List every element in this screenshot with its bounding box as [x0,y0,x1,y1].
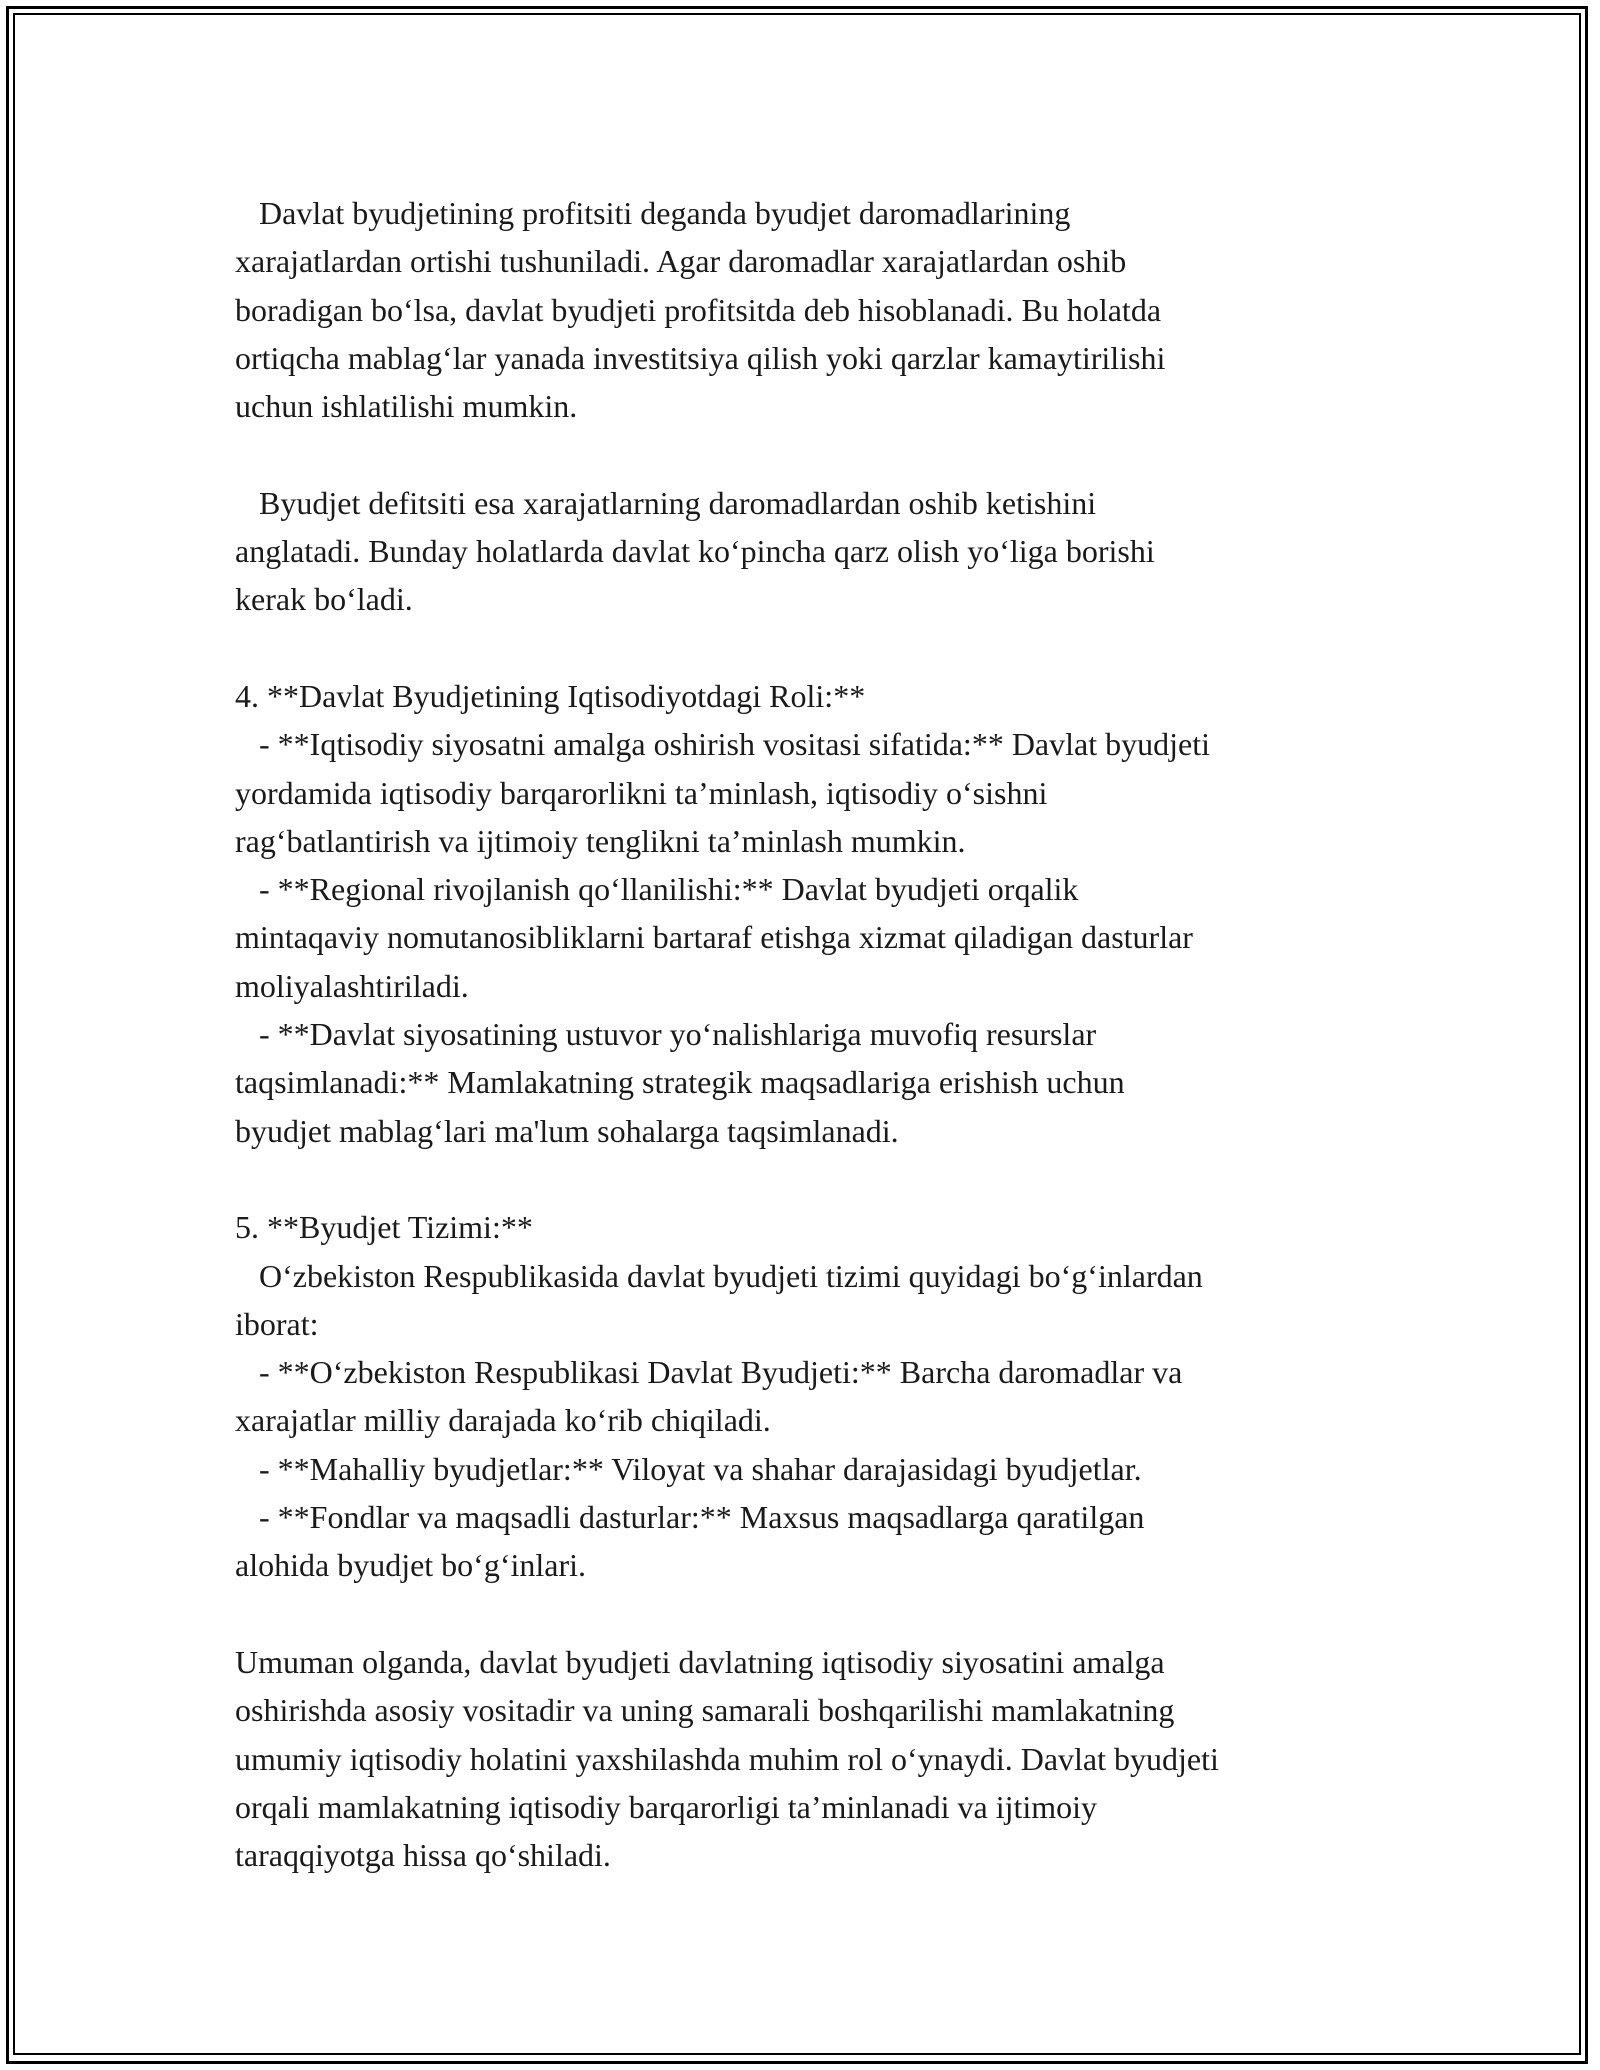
list-item-line: - **Iqtisodiy siyosatni amalga oshirish vositasi sifatida:** Davlat byudjeti [235,726,1210,763]
text-line: umumiy iqtisodiy holatini yaxshilashda muhim rol o‘ynaydi. Davlat byudjeti [235,1740,1219,1777]
list-item-line: - **Fondlar va maqsadli dasturlar:** Maxsus maqsadlarga qaratilgan [235,1499,1145,1536]
list-item-line: - **Davlat siyosatining ustuvor yo‘nalishlariga muvofiq resurslar [235,1016,1097,1053]
text-line: ortiqcha mablag‘lar yanada investitsiya qilish yoki qarzlar kamaytirilishi [235,339,1166,376]
paragraph-spacer [235,1590,1385,1638]
text-line: Byudjet defitsiti esa xarajatlarning daromadlardan oshib ketishini [235,484,1097,521]
paragraph-defitsit [235,479,1385,624]
text-line: boradigan bo‘lsa, davlat byudjeti profitsitda deb hisoblanadi. Bu holatda [235,291,1162,328]
text-line: taqsimlanadi:** Mamlakatning strategik maqsadlariga erishish uchun [235,1064,1125,1101]
text-line: kerak bo‘ladi. [235,581,413,618]
text-line: yordamida iqtisodiy barqarorlikni ta’minlash, iqtisodiy o‘sishni [235,774,1048,811]
text-line: Umuman olganda, davlat byudjeti davlatning iqtisodiy siyosatini amalga [235,1643,1165,1680]
paragraph-spacer [235,624,1385,672]
document-body [235,189,1385,1879]
text-line: orqali mamlakatning iqtisodiy barqarorligi ta’minlanadi va ijtimoiy [235,1788,1098,1825]
text-line: mintaqaviy nomutanosibliklarni bartaraf etishga xizmat qiladigan dasturlar [235,919,1193,956]
section-heading: 5. **Byudjet Tizimi:** [235,1209,533,1246]
text-line: iborat: [235,1305,319,1342]
list-item-line: - **Regional rivojlanish qo‘llanilishi:** Davlat byudjeti orqalik [235,871,1079,908]
text-line: xarajatlardan ortishi tushuniladi. Agar daromadlar xarajatlardan oshib [235,243,1127,280]
paragraph-profitsit [235,189,1385,430]
text-line: alohida byudjet bo‘g‘inlari. [235,1547,587,1584]
section-5-byudjet-tizimi [235,1203,1385,1589]
text-line: xarajatlar milliy darajada ko‘rib chiqiladi. [235,1402,771,1439]
text-line: uchun ishlatilishi mumkin. [235,388,578,425]
text-line: O‘zbekiston Respublikasida davlat byudjeti tizimi quyidagi bo‘g‘inlardan [235,1257,1203,1294]
text-line: Davlat byudjetining profitsiti deganda byudjet daromadlarining [235,195,1071,231]
text-line: byudjet mablag‘lari ma'lum sohalarga taqsimlanadi. [235,1112,899,1149]
paragraph-spacer [235,1155,1385,1203]
text-line: rag‘batlantirish va ijtimoiy tenglikni ta’minlash mumkin. [235,822,966,859]
list-item-line: - **O‘zbekiston Respublikasi Davlat Byudjeti:** Barcha daromadlar va [235,1354,1183,1391]
text-line: moliyalashtiriladi. [235,967,469,1004]
paragraph-conclusion [235,1638,1385,1879]
text-line: anglatadi. Bunday holatlarda davlat ko‘pincha qarz olish yo‘liga borishi [235,533,1155,570]
paragraph-spacer [235,430,1385,478]
section-heading: 4. **Davlat Byudjetining Iqtisodiyotdagi Roli:** [235,677,866,714]
list-item-line: - **Mahalliy byudjetlar:** Viloyat va shahar darajasidagi byudjetlar. [235,1450,1142,1487]
section-4-byudjet-roli [235,672,1385,1155]
text-line: oshirishda asosiy vositadir va uning samarali boshqarilishi mamlakatning [235,1692,1175,1729]
text-line: taraqqiyotga hissa qo‘shiladi. [235,1837,611,1874]
